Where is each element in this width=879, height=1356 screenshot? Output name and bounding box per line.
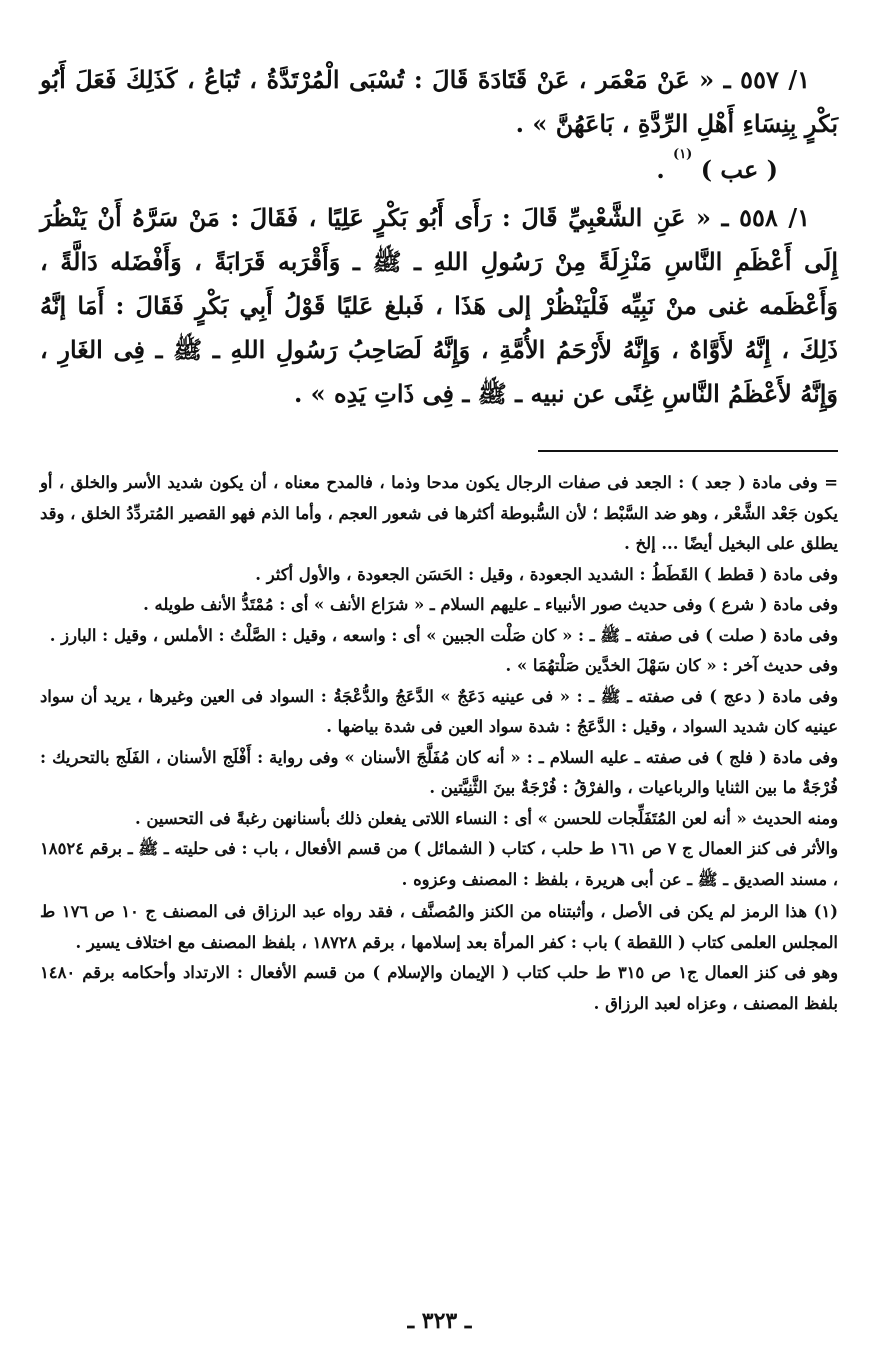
note-paragraph: وفى مادة ( صلت ) فى صفته ـ ﷺ ـ : « كان صَلْت الجبين » أى : واسعه ، وقيل : الصَّلْتُ : الأملس ، وقيل : البارز .: [49, 625, 838, 645]
note-paragraph: وفى حديث آخر : « كان سَهْلَ الخدَّين صَلْتهُمَا » .: [505, 656, 838, 675]
footnote-1-continued: وهو فى كنز العمال ج١ ص ٣١٥ ط حلب كتاب ( الإيمان والإسلام ) من قسم الأفعال : الارتداد وأحكامه برقم ١٤٨٠ بلفظ المصنف ، وعزاه لعبد الرزاق .: [40, 963, 839, 1013]
hadith-557-source: ( عب ) $^{(١)}$ .: [656, 147, 778, 184]
main-text: [40, 58, 838, 416]
note-paragraph: وفى مادة ( قطط ) القَطَطُ : الشديد الجعودة ، وقيل : الحَسَن الجعودة ، والأول أكثر .: [255, 564, 838, 584]
note-paragraph: وفى مادة ( فلج ) فى صفته ـ عليه السلام ـ : « أنه كان مُفَلَّجَ الأسنان » وفى رواية : أَفْلَج الأسنان ، الفَلَج بالتحريك : فُرْجَةٌ ما بين الثنايا والرباعيات ، والفرْقُ : فُرْجَةٌ بينَ الثَّنِيَّتين .: [40, 747, 838, 797]
page-body: [40, 58, 838, 1019]
note-paragraph: وفى مادة ( دعج ) فى صفته ـ ﷺ ـ : « فى عينيه دَعَجٌ » الدَّعَجُ والدُّعْجَةُ : السواد فى العين وغيرها ، يريد أن سواد عينيه كان شديد السواد ، وقيل : الدَّعَجُ : شدة سواد العين فى شدة بياضها .: [40, 686, 838, 736]
hadith-557: ١/ ٥٥٧ ـ « عَنْ مَعْمَر ، عَنْ قَتَادَةَ قَالَ : تُسْبَى الْمُرْتَدَّةُ ، تُبَاعُ ، كَذَلِكَ فَعَلَ أَبُو بَكْرٍ بِنِسَاءِ أَهْلِ الرِّدَّةِ ، بَاعَهُنَّ » .: [40, 65, 838, 138]
note-paragraph: والأثر فى كنز العمال ج ٧ ص ١٦١ ط حلب ، كتاب ( الشمائل ) من قسم الأفعال ، باب : فى حليته ـ ﷺ ـ برقم ١٨٥٢٤ ، مسند الصديق ـ ﷺ ـ عن أبى هريرة ، بلفظ : المصنف وعزوه .: [40, 839, 838, 889]
footnote-separator: [538, 450, 838, 452]
note-paragraph: ومنه الحديث « أنه لعن المُتَفَلِّجات للحسن » أى : النساء اللاتى يفعلن ذلك بأسنانهن رغبةً فى التحسين .: [134, 808, 838, 828]
source-code: ( عب ): [700, 155, 778, 184]
page-number: ـ ٣٢٣ ـ: [407, 1308, 472, 1334]
footnotes: [40, 468, 838, 1019]
footnote-ref-1[interactable]: (١): [673, 147, 693, 162]
note-paragraph: وفى مادة ( شرع ) وفى حديث صور الأنبياء ـ عليهم السلام ـ « شرَاع الأنف » أى : مُمْتَدُّ الأنف طويله .: [143, 595, 838, 614]
footnote-1: (١) هذا الرمز لم يكن فى الأصل ، وأثبتناه من الكنز والمُصنَّف ، فقد رواه عبد الرزاق فى المصنف ج ١٠ ص ١٧٦ ط المجلس العلمى كتاب ( اللقطة ) باب : كفر المرأة بعد إسلامها ، برقم ١٨٧٢٨ ، بلفظ المصنف مع اختلاف يسير .: [40, 902, 838, 952]
hadith-558: ١/ ٥٥٨ ـ « عَنِ الشَّعْبِيِّ قَالَ : رَأَى أَبُو بَكْرٍ عَلِيًا ، فَقَالَ : مَنْ سَرَّهُ أَنْ يَنْظُرَ إِلَى أَعْظَمِ النَّاسِ مَنْزِلَةً مِنْ رَسُولِ اللهِ ـ ﷺ ـ وَأَقْرَبه قَرَابَةً ، وَأَفْضَله دَالَّةً ، وَأَعْظَمه غنى منْ نَبِيِّه فَلْيَنْظُرْ إلى هَذَا ، فَبلغ عَليًا قَوْلُ أَبِي بَكْرٍ فَقَالَ : أَمَا إنَّهُ ذَلِكَ ، إِنَّهُ لأَوَّاهٌ ، وَإِنَّهُ لأَرْحَمُ الأُمَّةِ ، وَإِنَّهُ لَصَاحِبُ رَسُولِ اللهِ ـ ﷺ ـ فِى الغَارِ ، وَإِنَّهُ لأَعْظَمُ النَّاسِ غِنًى عن نبيه ـ ﷺ ـ فِى ذَاتِ يَدِه » .: [40, 203, 838, 408]
note-paragraph: = وفى مادة ( جعد ) : الجعد فى صفات الرجال يكون مدحا وذما ، فالمدح معناه ، أن يكون شديد الأسر والخلق ، أو يكون جَعْد الشَّعْر ، وهو ضد السَّبْط ؛ لأن السُّبوطة أكثرها فى شعور العجم ، وأما الذم فهو القصير المُتردِّدُ الخلق ، وقد يطلق على البخيل أيضًا ... إلخ .: [40, 473, 838, 553]
